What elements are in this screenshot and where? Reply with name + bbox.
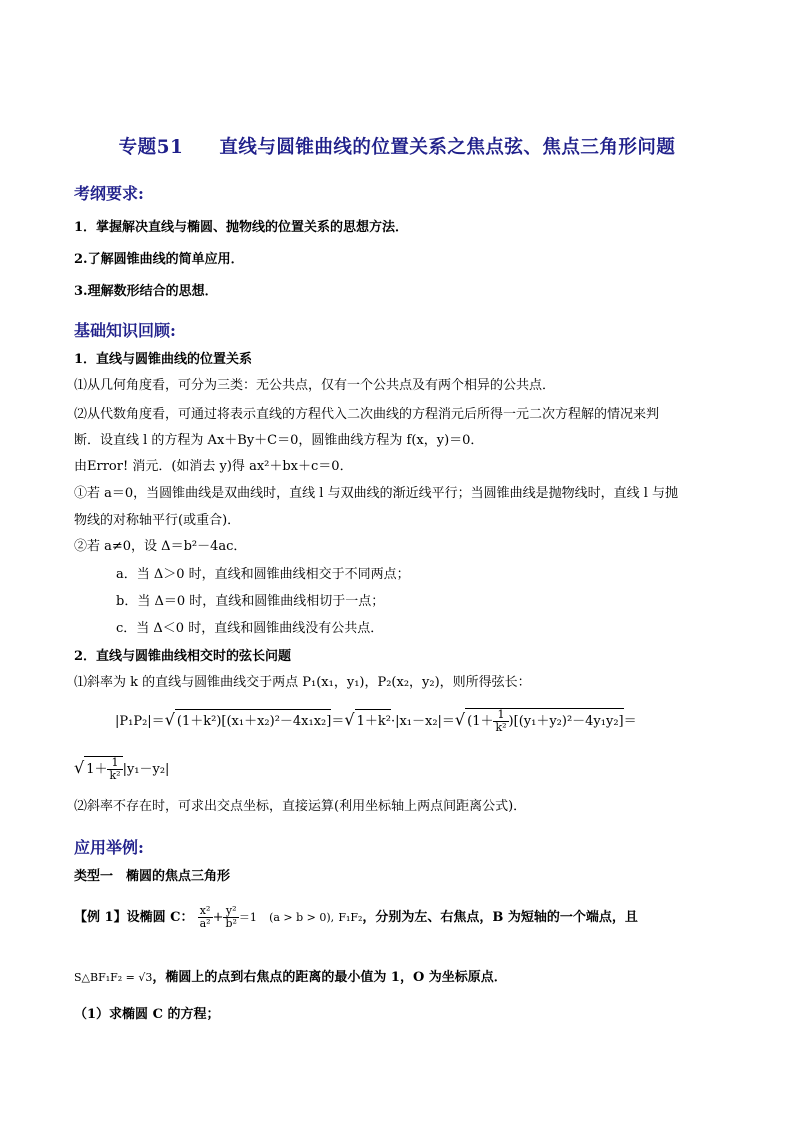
basics-heading-2: 2．直线与圆锥曲线相交时的弦长问题: [74, 649, 292, 664]
basics-paragraph: ⑵斜率不存在时，可求出交点坐标，直接运算(利用坐标轴上两点间距离公式)．: [74, 799, 527, 814]
syllabus-item-2: 2.了解圆锥曲线的简单应用．: [74, 252, 244, 267]
basics-paragraph: ①若 a＝0，当圆锥曲线是双曲线时，直线 l 与双曲线的渐近线平行；当圆锥曲线是抛物线时，直线 l 与抛: [74, 486, 678, 501]
basics-case-c: c．当 Δ＜0 时，直线和圆锥曲线没有公共点．: [116, 621, 384, 636]
chord-length-formula: |P₁P₂|＝√ (1＋k²)[(x₁＋x₂)²－4x₁x₂]＝√ 1＋k²·|x₁－x₂|＝√ (1＋ $\frac{1}{\text{k²}}$ )[(y₁＋y₂)²－4y₁y₂]＝: [115, 708, 637, 734]
basics-paragraph: 由Error! 消元．(如消去 y)得 ax²＋bx＋c＝0．: [74, 459, 353, 474]
basics-paragraph: ⑵从代数角度看，可通过将表示直线的方程代入二次曲线的方程消元后所得一元二次方程解的情况来判: [74, 407, 660, 422]
example-1-statement-cont: S△BF₁F₂ = √3，椭圆上的点到右焦点的距离的最小值为 1，O 为坐标原点．: [74, 970, 507, 985]
example-1-statement: 【例 1】设椭圆 C： $\frac{\text{x²}}{\text{a²}}$ + $\frac{\text{y²}}{\text{b²}}$ ＝1 (a > b > 0), F₁F₂，分别为左、右焦点，B 为短轴的一个端点，且: [74, 904, 638, 930]
syllabus-item-1: 1．掌握解决直线与椭圆、抛物线的位置关系的思想方法．: [74, 220, 409, 235]
basics-paragraph: 断．设直线 l 的方程为 Ax＋By＋C＝0，圆锥曲线方程为 f(x，y)＝0．: [74, 433, 484, 448]
chord-length-formula-cont: √ 1＋ $\frac{1}{\text{k²}}$ |y₁－y₂|: [74, 756, 170, 782]
syllabus-item-3: 3.理解数形结合的思想．: [74, 284, 218, 299]
basics-paragraph: ②若 a≠0，设 Δ＝b²－4ac．: [74, 539, 247, 554]
basics-paragraph: ⑴斜率为 k 的直线与圆锥曲线交于两点 P₁(x₁，y₁)，P₂(x₂，y₂)，则所得弦长：: [74, 675, 531, 690]
basics-case-b: b．当 Δ＝0 时，直线和圆锥曲线相切于一点；: [116, 594, 385, 609]
topic-title: 直线与圆锥曲线的位置关系之焦点弦、焦点三角形问题: [219, 137, 676, 158]
basics-case-a: a．当 Δ＞0 时，直线和圆锥曲线相交于不同两点；: [116, 567, 410, 582]
basics-paragraph: ⑴从几何角度看，可分为三类：无公共点，仅有一个公共点及有两个相异的公共点．: [74, 378, 556, 393]
page-title: [0, 133, 794, 159]
basics-paragraph: 物线的对称轴平行(或重合)．: [74, 513, 241, 528]
topic-number: 专题51: [118, 137, 184, 158]
section-heading-basics: 基础知识回顾:: [74, 321, 176, 340]
basics-heading-1: 1．直线与圆锥曲线的位置关系: [74, 352, 253, 367]
example-1-question-1: （1）求椭圆 C 的方程；: [74, 1007, 220, 1022]
section-heading-examples: 应用举例:: [74, 838, 144, 857]
section-heading-syllabus: 考纲要求:: [74, 184, 144, 203]
example-type-heading: 类型一 椭圆的焦点三角形: [74, 869, 231, 884]
